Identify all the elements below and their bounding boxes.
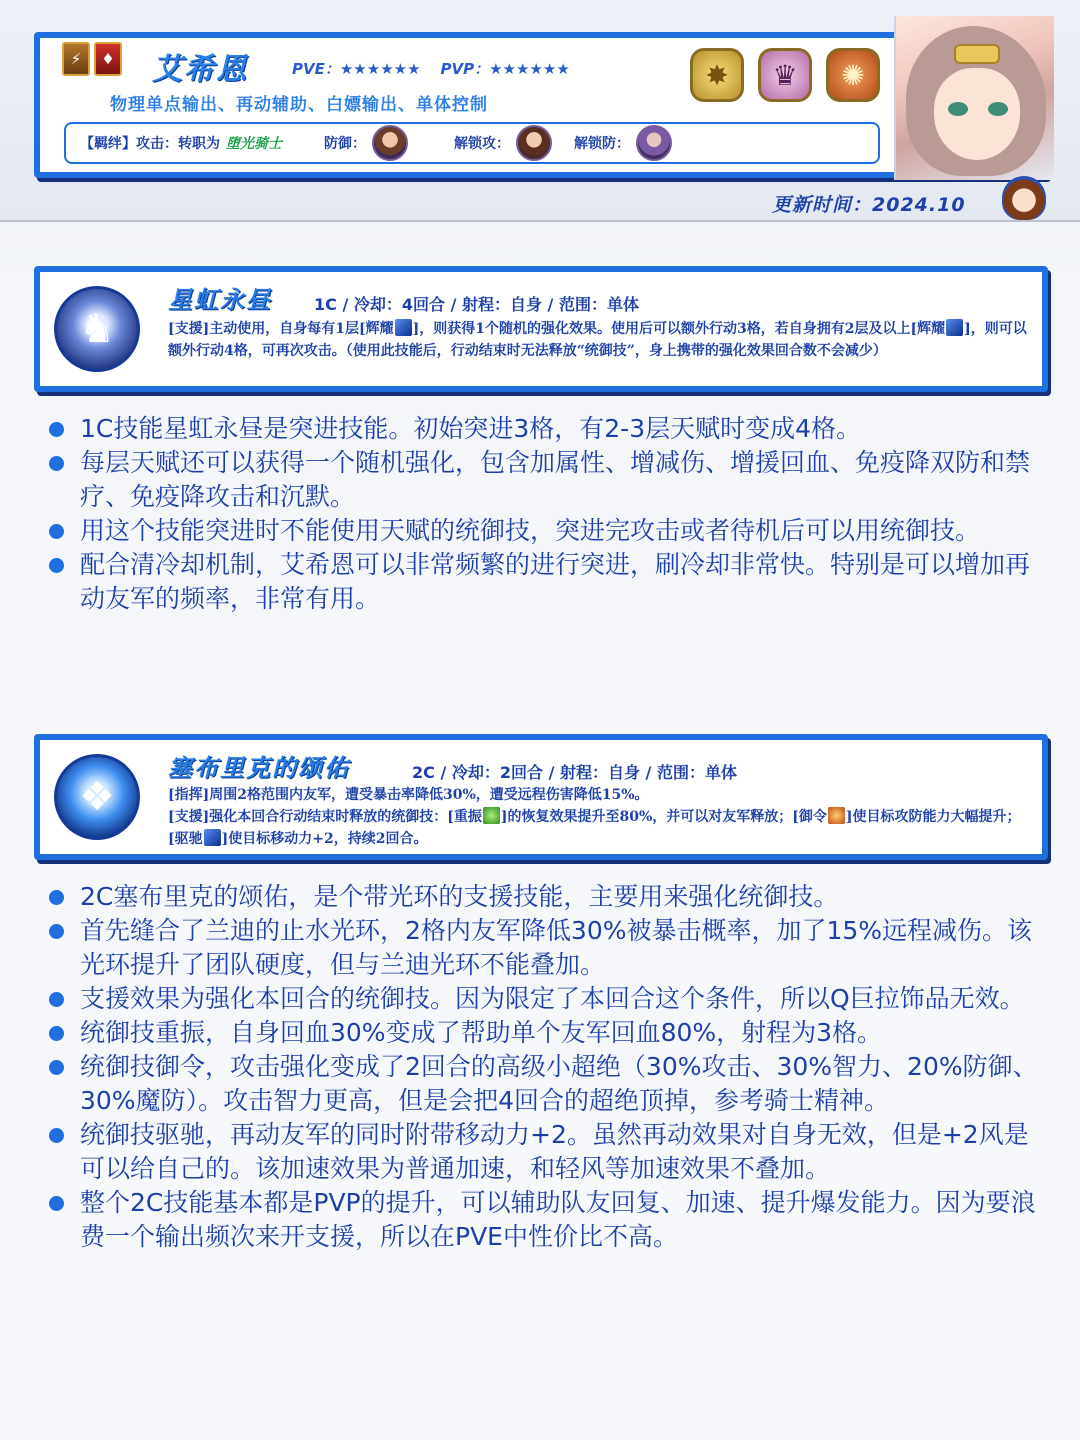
desc-text: ]使目标攻防能力大幅提升；[驱驰 bbox=[168, 809, 1021, 847]
update-time: 更新时间：2024.10 bbox=[772, 194, 966, 216]
skill-name: 星虹永昼 bbox=[168, 286, 272, 314]
bond-label: 【羁绊】攻击：转职为 bbox=[80, 136, 220, 152]
note-item: 首先缝合了兰迪的止水光环，2格内友军降低30%被暴击概率，加了15%远程减伤。该光环提升了团队硬度，但与兰迪光环不能叠加。 bbox=[48, 914, 1038, 982]
desc-text: [支援]强化本回合行动结束时释放的统御技：[重振 bbox=[168, 809, 482, 825]
bond-unlock-def-avatar bbox=[636, 125, 672, 161]
note-item: 支援效果为强化本回合的统御技。因为限定了本回合这个条件，所以Q巨拉饰品无效。 bbox=[48, 982, 1038, 1016]
skill-meta: 1C / 冷却：4回合 / 射程：自身 / 范围：单体 bbox=[314, 295, 639, 314]
note-item: 统御技御令，攻击强化变成了2回合的高级小超绝（30%攻击、30%智力、20%防御、30%魔防）。攻击智力更高，但是会把4回合的超绝顶掉，参考骑士精神。 bbox=[48, 1050, 1038, 1118]
emblem-row bbox=[690, 48, 880, 102]
skill-1-notes bbox=[48, 412, 1038, 616]
pegasus-icon: ♞ bbox=[54, 286, 140, 372]
blue-buff-icon bbox=[395, 319, 412, 336]
sword-badge-icon: ♦ bbox=[94, 42, 122, 76]
desc-text: ]的恢复效果提升至80%，并可以对友军释放；[御令 bbox=[500, 809, 827, 825]
bond-unlock-atk-avatar bbox=[516, 125, 552, 161]
crown-emblem-icon: ♛ bbox=[758, 48, 812, 102]
note-item: 整个2C技能基本都是PVP的提升，可以辅助队友回复、加速、提升爆发能力。因为要浪费一个输出频次来开支援，所以在PVE中性价比不高。 bbox=[48, 1186, 1038, 1254]
hero-header-area bbox=[0, 0, 1080, 222]
blue-buff-icon bbox=[946, 319, 963, 336]
rating-row bbox=[292, 58, 570, 79]
lightning-badge-icon: ⚡ bbox=[62, 42, 90, 76]
hero-portrait bbox=[894, 16, 1054, 180]
bond-defense-label: 防御： bbox=[324, 136, 366, 152]
skill-card-2 bbox=[34, 734, 1048, 860]
fire-emblem-icon: ✺ bbox=[826, 48, 880, 102]
note-item: 2C塞布里克的颂佑，是个带光环的支援技能，主要用来强化统御技。 bbox=[48, 880, 1038, 914]
chibi-mascot-icon bbox=[1002, 176, 1046, 220]
note-item: 每层天赋还可以获得一个随机强化，包含加属性、增减伤、增援回血、免疫降双防和禁疗、免疫降攻击和沉默。 bbox=[48, 446, 1038, 514]
note-item: 统御技重振，自身回血30%变成了帮助单个友军回血80%，射程为3格。 bbox=[48, 1016, 1038, 1050]
desc-text: ]使目标移动力+2，持续2回合。 bbox=[221, 831, 428, 847]
pvp-rating: PVP：★★★★★★ bbox=[440, 60, 570, 78]
crystal-icon: ❖ bbox=[54, 754, 140, 840]
desc-text: ]，则可以额外行动4格，可再次攻击。（使用此技能后，行动结束时无法释放“统御技”，身上携带的强化效果回合数不会减少） bbox=[168, 321, 1027, 359]
blue-buff-icon bbox=[204, 829, 221, 846]
desc-text: [支援]主动使用，自身每有1层[辉耀 bbox=[168, 321, 394, 337]
bond-defense-avatar bbox=[372, 125, 408, 161]
note-item: 1C技能星虹永昼是突进技能。初始突进3格，有2-3层天赋时变成4格。 bbox=[48, 412, 1038, 446]
skill-card-1 bbox=[34, 266, 1048, 392]
sun-emblem-icon: ✸ bbox=[690, 48, 744, 102]
orange-buff-icon bbox=[828, 807, 845, 824]
bond-job: 堕光骑士 bbox=[226, 136, 282, 152]
skill-name: 塞布里克的颂佑 bbox=[168, 754, 350, 782]
desc-text: [指挥]周围2格范围内友军，遭受暴击率降低30%，遭受远程伤害降低15%。 bbox=[168, 787, 649, 803]
note-item: 统御技驱驰，再动友军的同时附带移动力+2。虽然再动效果对自身无效，但是+2风是可以给自己的。该加速效果为普通加速，和轻风等加速效果不叠加。 bbox=[48, 1118, 1038, 1186]
hero-name: 艾希恩 bbox=[152, 52, 248, 87]
hero-roles: 物理单点输出、再动辅助、白嫖输出、单体控制 bbox=[110, 95, 488, 115]
desc-text: ]，则获得1个随机的强化效果。使用后可以额外行动3格，若自身拥有2层及以上[辉耀 bbox=[412, 321, 946, 337]
bond-unlock-def-label: 解锁防： bbox=[574, 136, 630, 152]
skill-2-notes bbox=[48, 880, 1038, 1254]
note-item: 配合清冷却机制，艾希恩可以非常频繁的进行突进，刷冷却非常快。特别是可以增加再动友军的频率，非常有用。 bbox=[48, 548, 1038, 616]
hero-card bbox=[34, 32, 1048, 178]
pve-rating: PVE：★★★★★★ bbox=[292, 60, 421, 78]
skill-description bbox=[168, 318, 1038, 362]
bond-bar bbox=[64, 122, 880, 164]
green-buff-icon bbox=[483, 807, 500, 824]
class-badges bbox=[62, 42, 122, 76]
bond-unlock-atk-label: 解锁攻： bbox=[454, 136, 510, 152]
note-item: 用这个技能突进时不能使用天赋的统御技，突进完攻击或者待机后可以用统御技。 bbox=[48, 514, 1038, 548]
skill-meta: 2C / 冷却：2回合 / 射程：自身 / 范围：单体 bbox=[412, 763, 737, 782]
skill-description bbox=[168, 784, 1038, 850]
